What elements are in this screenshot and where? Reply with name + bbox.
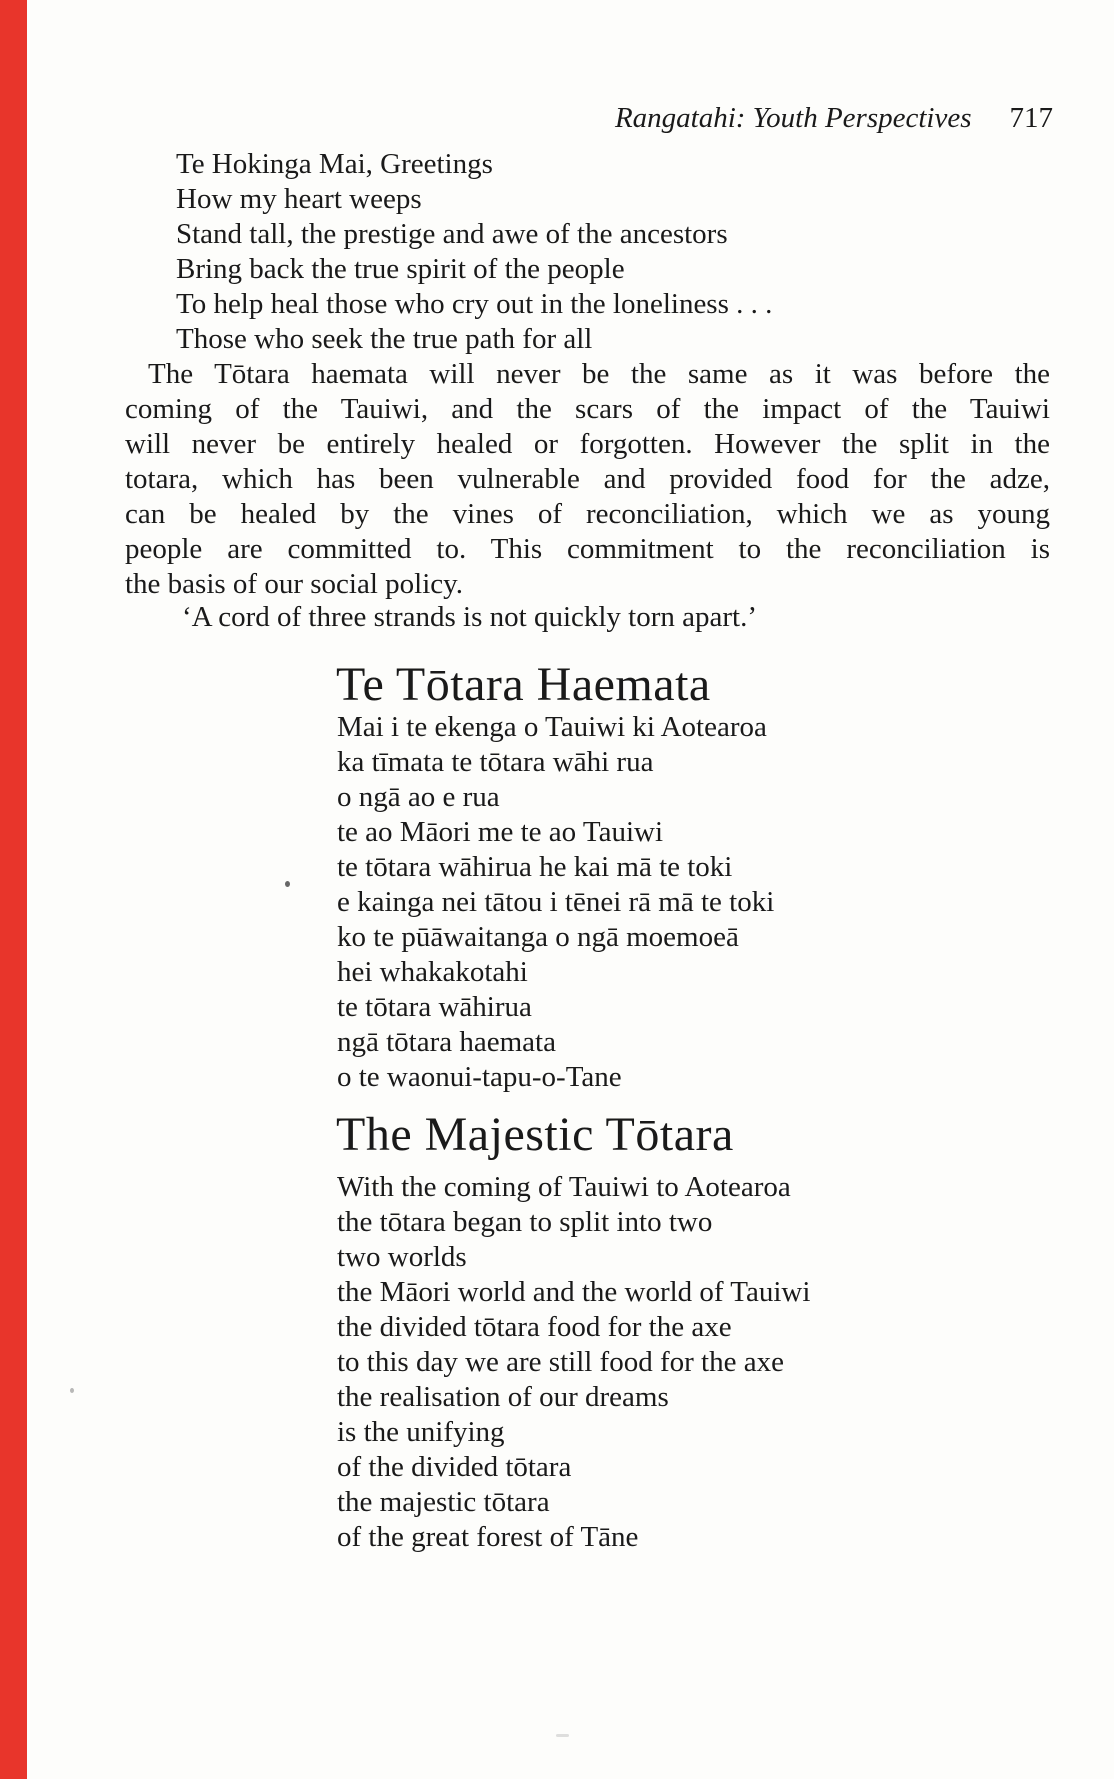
poem-line: to this day we are still food for the axe [337, 1346, 784, 1378]
poem-line: the divided tōtara food for the axe [337, 1311, 732, 1343]
paragraph-line: coming of the Tauiwi, and the scars of the impact of the Tauiwi [125, 393, 1050, 425]
paragraph-line: The Tōtara haemata will never be the same as it was before the [148, 358, 1050, 390]
poem-line: the tōtara began to split into two [337, 1206, 713, 1238]
scan-speck [285, 881, 290, 887]
body-paragraph [125, 357, 1050, 602]
maori-poem-title: Te Tōtara Haemata [336, 658, 711, 711]
verse-line: Stand tall, the prestige and awe of the ancestors [176, 218, 728, 250]
verse-line: Those who seek the true path for all [176, 323, 593, 355]
maori-poem [337, 710, 774, 1095]
paragraph-line: the basis of our social policy. [125, 568, 463, 600]
verse-line: Te Hokinga Mai, Greetings [176, 148, 493, 180]
scan-speck [70, 1388, 74, 1393]
scan-edge-bar [0, 0, 27, 1779]
paragraph-line: can be healed by the vines of reconciliation, which we as young [125, 498, 1050, 530]
poem-line: With the coming of Tauiwi to Aotearoa [337, 1171, 791, 1203]
paragraph-line: totara, which has been vulnerable and provided food for the adze, [125, 463, 1050, 495]
opening-verse [176, 147, 772, 357]
paragraph-line: people are committed to. This commitment to the reconciliation is [125, 533, 1050, 565]
english-poem-title: The Majestic Tōtara [336, 1108, 734, 1161]
poem-line: te ao Māori me te ao Tauiwi [337, 816, 663, 848]
poem-line: o te waonui-tapu-o-Tane [337, 1061, 622, 1093]
poem-line: te tōtara wāhirua [337, 991, 532, 1023]
poem-line: Mai i te ekenga o Tauiwi ki Aotearoa [337, 711, 767, 743]
running-title: Rangatahi: Youth Perspectives [614, 102, 972, 134]
poem-line: o ngā ao e rua [337, 781, 500, 813]
verse-line: Bring back the true spirit of the people [176, 253, 625, 285]
english-poem [337, 1170, 810, 1555]
poem-line: the Māori world and the world of Tauiwi [337, 1276, 811, 1308]
poem-line: hei whakakotahi [337, 956, 528, 988]
paragraph-line: will never be entirely healed or forgotten. However the split in the [125, 428, 1050, 460]
poem-line: ka tīmata te tōtara wāhi rua [337, 746, 654, 778]
poem-line: the realisation of our dreams [337, 1381, 669, 1413]
poem-line: of the great forest of Tāne [337, 1521, 639, 1553]
page-number: 717 [1009, 102, 1053, 134]
running-header [615, 101, 1053, 136]
poem-line: the majestic tōtara [337, 1486, 550, 1518]
scan-speck [556, 1734, 569, 1737]
quote-line: ‘A cord of three strands is not quickly torn apart.’ [182, 601, 758, 633]
poem-line: e kainga nei tātou i tēnei rā mā te toki [337, 886, 775, 918]
poem-line: ngā tōtara haemata [337, 1026, 556, 1058]
poem-line: of the divided tōtara [337, 1451, 572, 1483]
poem-line: is the unifying [337, 1416, 505, 1448]
poem-line: ko te pūāwaitanga o ngā moemoeā [337, 921, 739, 953]
poem-line: two worlds [337, 1241, 467, 1273]
poem-line: te tōtara wāhirua he kai mā te toki [337, 851, 733, 883]
verse-line: How my heart weeps [176, 183, 422, 215]
verse-line: To help heal those who cry out in the loneliness . . . [176, 288, 773, 320]
